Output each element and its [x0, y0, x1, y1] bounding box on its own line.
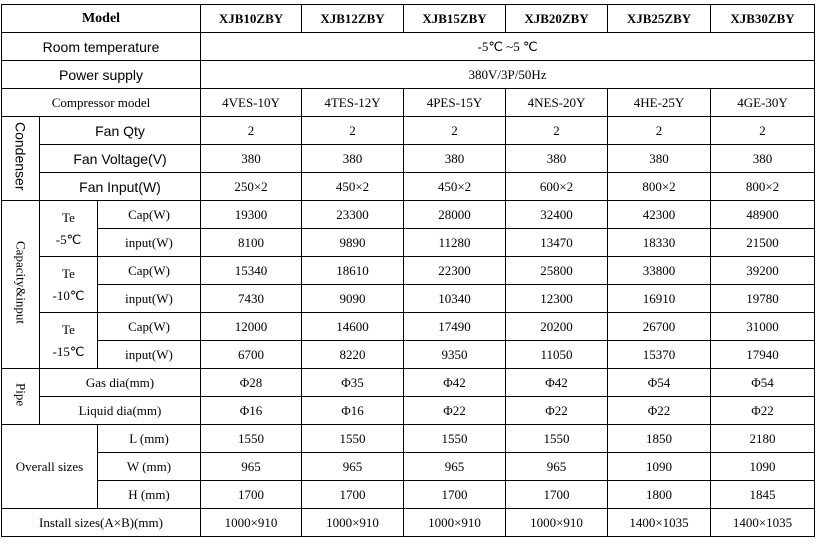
input-cell: 21500	[711, 229, 815, 257]
overall-size-row	[2, 481, 815, 509]
room-temperature-label: Room temperature	[2, 33, 201, 61]
size-cell: 1550	[506, 425, 608, 453]
cap-cell: 19300	[201, 201, 302, 229]
install-size-cell: 1000×910	[404, 509, 506, 537]
condenser-cell: 450×2	[302, 173, 404, 201]
input-cell: 9350	[404, 341, 506, 369]
condenser-cell: 380	[711, 145, 815, 173]
input-cell: 18330	[608, 229, 711, 257]
condenser-cell: 2	[201, 117, 302, 145]
size-cell: 1550	[201, 425, 302, 453]
pipe-cell: Φ22	[506, 397, 608, 425]
cap-cell: 28000	[404, 201, 506, 229]
capacity-group-label: Capacity&input	[13, 240, 29, 325]
size-cell: 1845	[711, 481, 815, 509]
condenser-cell: 2	[404, 117, 506, 145]
size-cell: 1700	[201, 481, 302, 509]
input-cell: 8100	[201, 229, 302, 257]
pipe-cell: Φ22	[608, 397, 711, 425]
pipe-cell: Φ35	[302, 369, 404, 397]
condenser-cell: 380	[404, 145, 506, 173]
input-cell: 9090	[302, 285, 404, 313]
input-cell: 11050	[506, 341, 608, 369]
pipe-row	[2, 397, 815, 425]
te-label: Te	[62, 209, 75, 225]
size-row-label: H (mm)	[98, 481, 201, 509]
capacity-input-row	[2, 341, 815, 369]
compressor-cell: 4GE-30Y	[711, 89, 815, 117]
size-cell: 965	[302, 453, 404, 481]
pipe-row-label: Liquid dia(mm)	[40, 397, 201, 425]
pipe-cell: Φ16	[302, 397, 404, 425]
te-cell	[40, 257, 98, 313]
input-cell: 10340	[404, 285, 506, 313]
pipe-row	[2, 369, 815, 397]
pipe-group-cell	[2, 369, 40, 425]
input-cell: 9890	[302, 229, 404, 257]
condenser-cell: 380	[506, 145, 608, 173]
input-label: input(W)	[98, 229, 201, 257]
model-header-cell: XJB12ZBY	[302, 5, 404, 33]
install-size-cell: 1400×1035	[711, 509, 815, 537]
install-sizes-row	[2, 509, 815, 537]
cap-label: Cap(W)	[98, 257, 201, 285]
condenser-cell: 250×2	[201, 173, 302, 201]
compressor-label: Compressor model	[2, 89, 201, 117]
size-cell: 965	[506, 453, 608, 481]
size-cell: 1090	[711, 453, 815, 481]
input-label: input(W)	[98, 341, 201, 369]
pipe-cell: Φ22	[404, 397, 506, 425]
condenser-cell: 800×2	[711, 173, 815, 201]
cap-cell: 23300	[302, 201, 404, 229]
size-cell: 1550	[302, 425, 404, 453]
te-value: -15℃	[52, 343, 85, 359]
compressor-row	[2, 89, 815, 117]
condenser-cell: 2	[302, 117, 404, 145]
model-header-cell: XJB25ZBY	[608, 5, 711, 33]
header-row	[2, 5, 815, 33]
condenser-row-label: Fan Voltage(V)	[40, 145, 201, 173]
input-cell: 17940	[711, 341, 815, 369]
size-cell: 1700	[302, 481, 404, 509]
condenser-group-cell	[2, 117, 40, 201]
te-label: Te	[62, 321, 75, 337]
pipe-cell: Φ54	[711, 369, 815, 397]
compressor-cell: 4HE-25Y	[608, 89, 711, 117]
pipe-cell: Φ22	[711, 397, 815, 425]
condenser-cell: 600×2	[506, 173, 608, 201]
model-header-cell: XJB20ZBY	[506, 5, 608, 33]
cap-label: Cap(W)	[98, 201, 201, 229]
condenser-row	[2, 117, 815, 145]
condenser-cell: 800×2	[608, 173, 711, 201]
install-size-cell: 1400×1035	[608, 509, 711, 537]
input-cell: 11280	[404, 229, 506, 257]
size-cell: 2180	[711, 425, 815, 453]
capacity-cap-row	[2, 201, 815, 229]
size-cell: 1700	[404, 481, 506, 509]
size-cell: 965	[404, 453, 506, 481]
overall-size-row	[2, 425, 815, 453]
power-supply-value: 380V/3P/50Hz	[201, 61, 815, 89]
te-value: -10℃	[52, 287, 85, 303]
cap-cell: 17490	[404, 313, 506, 341]
model-header-cell: XJB10ZBY	[201, 5, 302, 33]
install-size-cell: 1000×910	[302, 509, 404, 537]
input-cell: 6700	[201, 341, 302, 369]
power-supply-row	[2, 61, 815, 89]
condenser-group-label: Condenser	[12, 122, 29, 191]
capacity-input-row	[2, 285, 815, 313]
cap-cell: 25800	[506, 257, 608, 285]
pipe-cell: Φ54	[608, 369, 711, 397]
input-cell: 7430	[201, 285, 302, 313]
size-row-label: W (mm)	[98, 453, 201, 481]
install-size-cell: 1000×910	[506, 509, 608, 537]
input-cell: 13470	[506, 229, 608, 257]
capacity-group-cell	[2, 201, 40, 369]
size-cell: 1800	[608, 481, 711, 509]
pipe-cell: Φ16	[201, 397, 302, 425]
capacity-cap-row	[2, 257, 815, 285]
pipe-cell: Φ28	[201, 369, 302, 397]
input-label: input(W)	[98, 285, 201, 313]
overall-size-row	[2, 453, 815, 481]
pipe-cell: Φ42	[506, 369, 608, 397]
capacity-input-row	[2, 229, 815, 257]
te-cell	[40, 201, 98, 257]
condenser-cell: 2	[608, 117, 711, 145]
cap-cell: 26700	[608, 313, 711, 341]
room-temperature-row	[2, 33, 815, 61]
compressor-cell: 4VES-10Y	[201, 89, 302, 117]
condenser-row	[2, 145, 815, 173]
power-supply-label: Power supply	[2, 61, 201, 89]
model-header-cell: XJB15ZBY	[404, 5, 506, 33]
cap-label: Cap(W)	[98, 313, 201, 341]
cap-cell: 15340	[201, 257, 302, 285]
model-header-label: Model	[2, 5, 201, 33]
room-temperature-value: -5℃ ~5 ℃	[201, 33, 815, 61]
pipe-row-label: Gas dia(mm)	[40, 369, 201, 397]
condenser-cell: 2	[711, 117, 815, 145]
condenser-row	[2, 173, 815, 201]
input-cell: 15370	[608, 341, 711, 369]
pipe-group-label: Pipe	[13, 382, 29, 407]
pipe-cell: Φ42	[404, 369, 506, 397]
capacity-cap-row	[2, 313, 815, 341]
cap-cell: 32400	[506, 201, 608, 229]
condenser-cell: 450×2	[404, 173, 506, 201]
spec-table	[1, 4, 815, 537]
input-cell: 19780	[711, 285, 815, 313]
model-header-cell: XJB30ZBY	[711, 5, 815, 33]
size-cell: 1850	[608, 425, 711, 453]
input-cell: 16910	[608, 285, 711, 313]
overall-sizes-label: Overall sizes	[2, 425, 98, 509]
size-cell: 1700	[506, 481, 608, 509]
cap-cell: 39200	[711, 257, 815, 285]
cap-cell: 14600	[302, 313, 404, 341]
size-cell: 1090	[608, 453, 711, 481]
install-sizes-label: Install sizes(A×B)(mm)	[2, 509, 201, 537]
condenser-cell: 380	[608, 145, 711, 173]
condenser-row-label: Fan Qty	[40, 117, 201, 145]
te-label: Te	[62, 265, 75, 281]
cap-cell: 33800	[608, 257, 711, 285]
size-row-label: L (mm)	[98, 425, 201, 453]
condenser-cell: 380	[302, 145, 404, 173]
size-cell: 965	[201, 453, 302, 481]
size-cell: 1550	[404, 425, 506, 453]
cap-cell: 31000	[711, 313, 815, 341]
compressor-cell: 4NES-20Y	[506, 89, 608, 117]
input-cell: 8220	[302, 341, 404, 369]
cap-cell: 12000	[201, 313, 302, 341]
input-cell: 12300	[506, 285, 608, 313]
condenser-cell: 2	[506, 117, 608, 145]
compressor-cell: 4TES-12Y	[302, 89, 404, 117]
te-cell	[40, 313, 98, 369]
compressor-cell: 4PES-15Y	[404, 89, 506, 117]
cap-cell: 48900	[711, 201, 815, 229]
cap-cell: 22300	[404, 257, 506, 285]
condenser-cell: 380	[201, 145, 302, 173]
cap-cell: 20200	[506, 313, 608, 341]
te-value: -5℃	[55, 231, 82, 247]
cap-cell: 18610	[302, 257, 404, 285]
condenser-row-label: Fan Input(W)	[40, 173, 201, 201]
cap-cell: 42300	[608, 201, 711, 229]
install-size-cell: 1000×910	[201, 509, 302, 537]
